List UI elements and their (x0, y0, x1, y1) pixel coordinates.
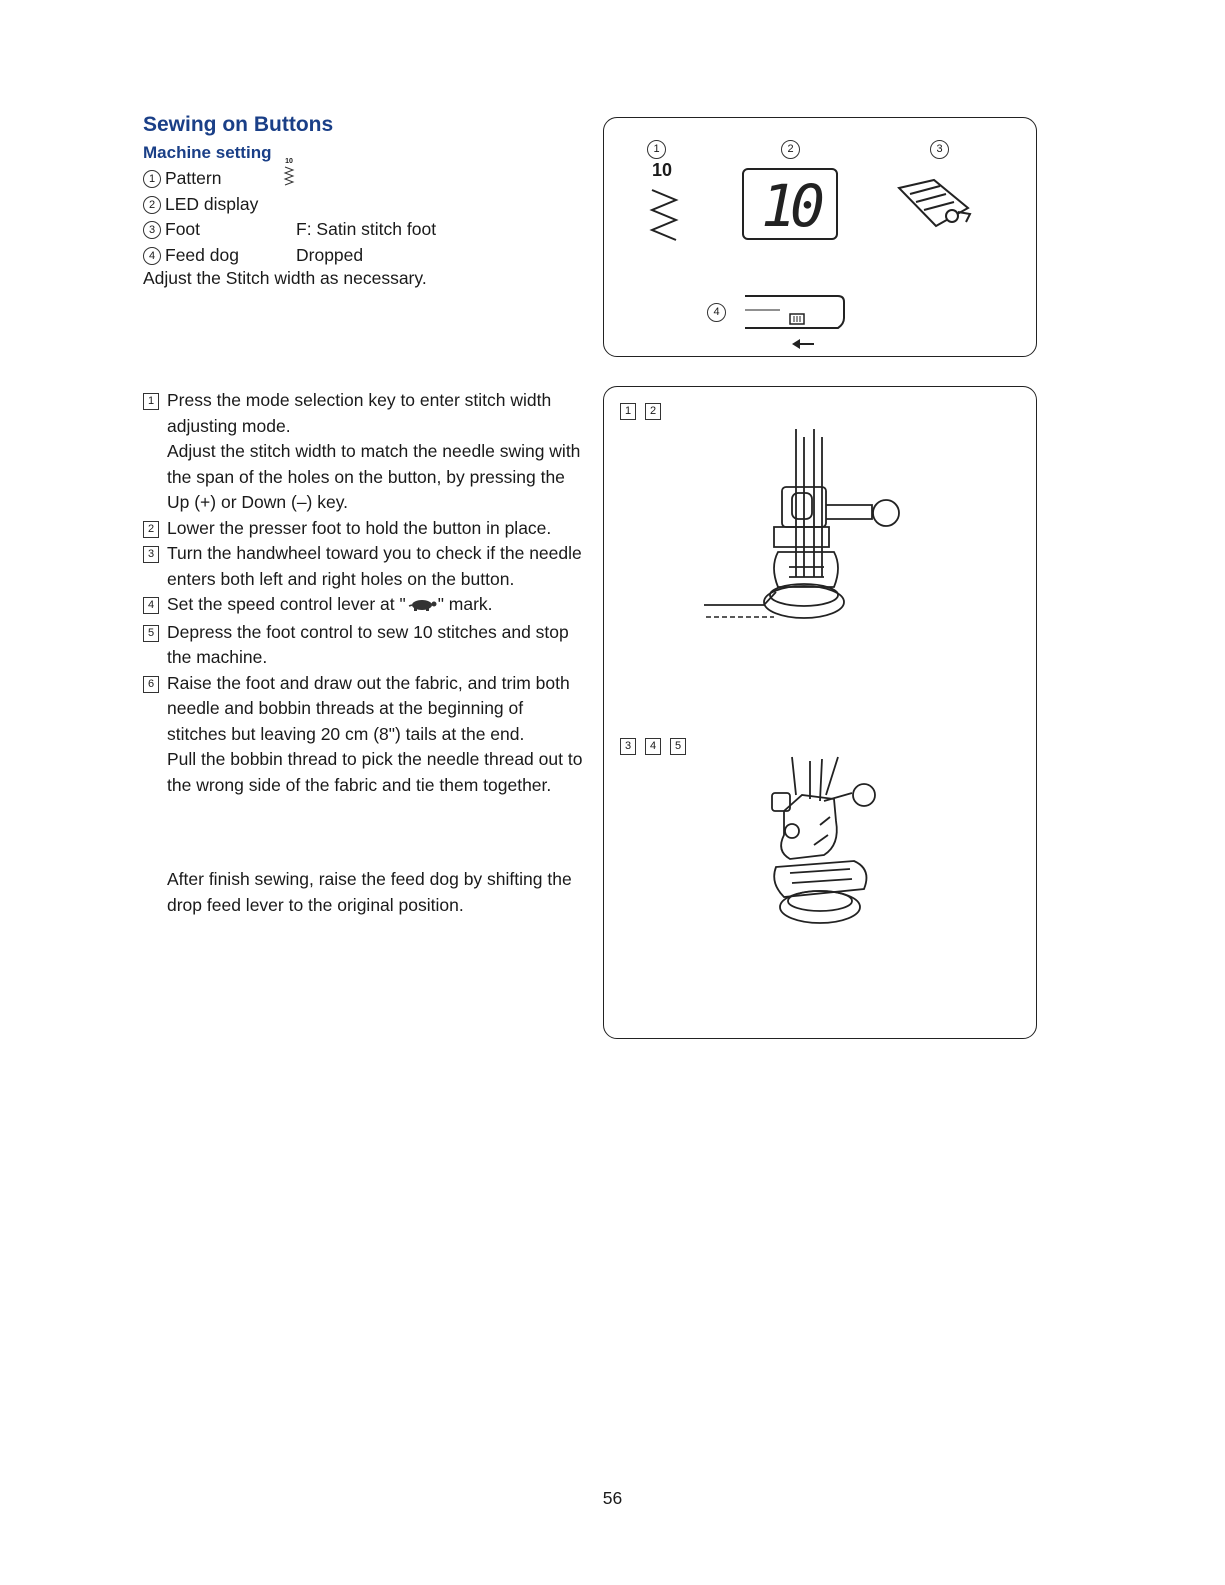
step-number: 6 (143, 676, 159, 693)
step-2: 2 Lower the presser foot to hold the button in place. (143, 516, 583, 542)
step-1: 1 Press the mode selection key to enter stitch width adjusting mode. Adjust the stitch width to match the needle swing with the span of the holes on the button, by pressing the Up (+) or Down (–) key. (143, 388, 583, 516)
adjust-note: Adjust the Stitch width as necessary. (143, 268, 427, 288)
callout-1: 1 (647, 140, 666, 159)
page-number: 56 (602, 1488, 623, 1508)
setting-row-foot: 3 Foot F: Satin stitch foot (143, 218, 200, 240)
settings-diagram-panel (603, 117, 1037, 357)
presser-foot-button-illustration (704, 427, 924, 637)
satin-stitch-foot-icon (894, 178, 974, 230)
step-5: 5 Depress the foot control to sew 10 stitches and stop the machine. (143, 620, 583, 671)
setting-row-feed-dog: 4 Feed dog Dropped (143, 244, 239, 266)
foot-value: F: Satin stitch foot (296, 219, 437, 239)
pattern-number: 10 (652, 160, 673, 180)
pattern-mini-icon: 10 (282, 158, 296, 193)
feed-dog-value: Dropped (296, 245, 364, 265)
illustration-top-labels: 1 2 (620, 403, 661, 420)
callout-3: 3 (930, 140, 949, 159)
illustrations-panel (603, 386, 1037, 1039)
step-number: 1 (143, 393, 159, 410)
step-6: 6 Raise the foot and draw out the fabric, and trim both needle and bobbin threads at the beginning of stitches but leaving 20 cm (8") tails at the end. Pull the bobbin thread to pick the needle thread out to the wrong side of the fabric and tie them together. (143, 671, 583, 799)
step-number: 5 (143, 625, 159, 642)
turtle-icon (406, 594, 438, 620)
step-number: 4 (143, 597, 159, 614)
callout-4: 4 (707, 303, 726, 322)
satin-stitch-pattern-icon (650, 188, 678, 244)
callout-2: 2 (781, 140, 800, 159)
machine-setting-heading: Machine setting (143, 143, 272, 162)
sewing-button-illustration (754, 755, 904, 935)
after-note: After finish sewing, raise the feed dog by shifting the drop feed lever to the original position. (167, 869, 572, 915)
setting-row-pattern: 1 Pattern (143, 167, 221, 189)
step-4: 4 Set the speed control lever at " " mark. (143, 592, 583, 620)
steps-list (143, 388, 583, 798)
step-3: 3 Turn the handwheel toward you to check if the needle enters both left and right holes on the button. (143, 541, 583, 592)
drop-feed-lever-icon (740, 288, 850, 350)
page-title: Sewing on Buttons (143, 113, 334, 136)
setting-row-led: 2 LED display (143, 193, 258, 215)
step-number: 3 (143, 546, 159, 563)
step-number: 2 (143, 521, 159, 538)
led-display: 10 (742, 168, 838, 240)
illustration-bottom-labels: 3 4 5 (620, 738, 686, 755)
